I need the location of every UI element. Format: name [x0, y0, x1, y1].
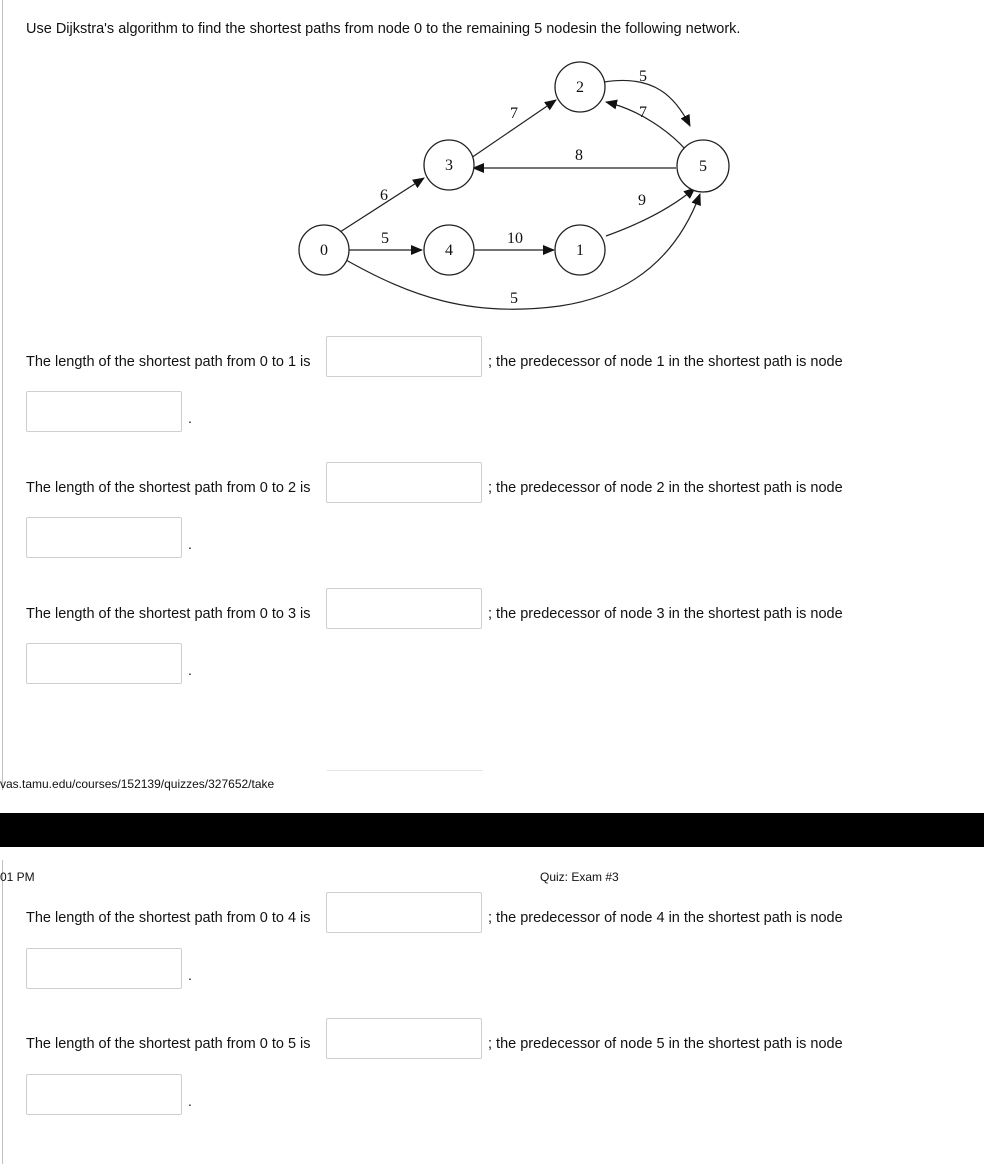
predecessor-label-4: ; the predecessor of node 4 in the shortest path is node — [488, 910, 843, 926]
period-1: . — [188, 410, 192, 426]
period-4: . — [188, 967, 192, 983]
length-input-2[interactable] — [326, 462, 482, 503]
node-label-3: 3 — [445, 157, 453, 174]
period-3: . — [188, 662, 192, 678]
node-label-4: 4 — [445, 242, 453, 259]
predecessor-label-1: ; the predecessor of node 1 in the shortest path is node — [488, 354, 843, 370]
length-input-5[interactable] — [326, 1018, 482, 1059]
divider — [327, 770, 483, 771]
predecessor-label-5: ; the predecessor of node 5 in the shortest path is node — [488, 1036, 843, 1052]
weight-0-5: 5 — [510, 290, 518, 307]
length-input-1[interactable] — [326, 336, 482, 377]
page-break-bar — [0, 813, 984, 847]
length-label-4: The length of the shortest path from 0 to 4 is — [26, 910, 311, 926]
weight-0-4: 5 — [381, 230, 389, 247]
predecessor-input-1[interactable] — [26, 391, 182, 432]
predecessor-input-2[interactable] — [26, 517, 182, 558]
predecessor-label-2: ; the predecessor of node 2 in the shortest path is node — [488, 480, 843, 496]
predecessor-label-3: ; the predecessor of node 3 in the shortest path is node — [488, 606, 843, 622]
weight-2-5: 5 — [639, 68, 647, 85]
length-label-1: The length of the shortest path from 0 to 1 is — [26, 354, 311, 370]
length-label-3: The length of the shortest path from 0 to 3 is — [26, 606, 311, 622]
weight-5-3: 8 — [575, 147, 583, 164]
period-2: . — [188, 536, 192, 552]
predecessor-input-4[interactable] — [26, 948, 182, 989]
node-label-0: 0 — [320, 242, 328, 259]
predecessor-input-3[interactable] — [26, 643, 182, 684]
node-label-1: 1 — [576, 242, 584, 259]
network-diagram — [0, 0, 984, 330]
node-label-2: 2 — [576, 79, 584, 96]
node-label-5: 5 — [699, 158, 707, 175]
weight-5-2: 7 — [639, 104, 647, 121]
length-input-3[interactable] — [326, 588, 482, 629]
weight-1-5: 9 — [638, 192, 646, 209]
page-left-border-2 — [2, 860, 3, 1164]
weight-4-1: 10 — [507, 230, 523, 247]
length-label-2: The length of the shortest path from 0 to 2 is — [26, 480, 311, 496]
print-time: 01 PM — [0, 870, 35, 884]
question-text: Use Dijkstra's algorithm to find the shortest paths from node 0 to the remaining 5 nodesin the following network. — [26, 21, 741, 37]
edge-1-5 — [606, 188, 695, 236]
weight-3-2: 7 — [510, 105, 518, 122]
print-url: vas.tamu.edu/courses/152139/quizzes/327652/take — [0, 777, 275, 791]
print-title: Quiz: Exam #3 — [540, 870, 619, 884]
length-input-4[interactable] — [326, 892, 482, 933]
period-5: . — [188, 1093, 192, 1109]
predecessor-input-5[interactable] — [26, 1074, 182, 1115]
edge-0-5 — [346, 194, 700, 309]
length-label-5: The length of the shortest path from 0 to 5 is — [26, 1036, 311, 1052]
weight-0-3: 6 — [380, 187, 388, 204]
